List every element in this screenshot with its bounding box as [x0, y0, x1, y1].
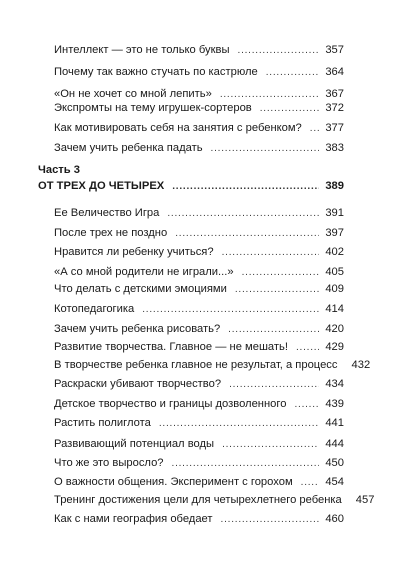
toc-dot-leader: [222, 437, 319, 453]
toc-entry-page: 439: [325, 398, 344, 410]
toc-entry-page: 357: [325, 44, 344, 56]
toc-dot-leader: [172, 456, 320, 472]
toc-entry-page: 367: [325, 88, 344, 100]
toc-entry[interactable]: [54, 140, 344, 156]
toc-entry-page: 450: [325, 457, 344, 469]
toc-entry[interactable]: [54, 474, 344, 490]
toc-dot-leader: [229, 377, 319, 393]
toc-entry-title: В творчестве ребенка главное не результат, а процесс: [54, 359, 338, 371]
toc-entry-page: 383: [325, 142, 344, 154]
toc-dot-leader: [294, 397, 319, 413]
toc-entry[interactable]: [54, 120, 344, 136]
toc-entry-title: Тренинг достижения цели для четырехлетнего ребенка: [54, 494, 342, 506]
toc-entry[interactable]: [54, 42, 344, 58]
toc-entry-title: Нравится ли ребенку учиться?: [54, 246, 214, 258]
toc-entry-page: 444: [325, 438, 344, 450]
toc-dot-leader: [296, 340, 319, 356]
toc-dot-leader: [142, 302, 319, 318]
toc-dot-leader: [266, 65, 320, 81]
toc-entry[interactable]: [54, 415, 344, 431]
toc-part-entry[interactable]: [38, 178, 344, 194]
toc-entry-title: Почему так важно стучать по кастрюле: [54, 66, 258, 78]
toc-entry-page: 460: [325, 513, 344, 525]
toc-entry[interactable]: [54, 357, 371, 373]
toc-entry-title: Развивающий потенциал воды: [54, 438, 215, 450]
toc-entry-title: Что делать с детскими эмоциями: [54, 283, 227, 295]
toc-dot-leader: [242, 265, 320, 281]
part-title: ОТ ТРЕХ ДО ЧЕТЫРЕХ: [38, 180, 165, 192]
toc-entry-title: Растить полиглота: [54, 417, 151, 429]
toc-dot-leader: [211, 141, 320, 157]
toc-entry[interactable]: [54, 64, 344, 80]
toc-entry-title: «А со мной родители не играли...»: [54, 266, 234, 278]
toc-entry[interactable]: [54, 321, 344, 337]
toc-entry[interactable]: [54, 301, 344, 317]
toc-entry[interactable]: [54, 436, 344, 452]
toc-entry[interactable]: [54, 339, 344, 355]
toc-entry-title: Развитие творчества. Главное — не мешать!: [54, 341, 288, 353]
toc-dot-leader: [310, 121, 320, 137]
toc-entry-page: 405: [325, 266, 344, 278]
toc-entry-title: Ее Величество Игра: [54, 207, 160, 219]
toc-entry-page: 414: [325, 303, 344, 315]
toc-entry-title: Котопедагогика: [54, 303, 135, 315]
toc-entry-page: 397: [325, 227, 344, 239]
toc-entry-title: Интеллект — это не только буквы: [54, 44, 230, 56]
toc-entry-page: 457: [355, 494, 375, 506]
toc-dot-leader: [238, 43, 320, 59]
toc-dot-leader: [222, 245, 320, 261]
toc-entry[interactable]: [54, 205, 344, 221]
part-page: 389: [325, 180, 344, 192]
toc-entry-title: Раскраски убивают творчество?: [54, 378, 222, 390]
toc-entry-page: 391: [325, 207, 344, 219]
toc-dot-leader: [175, 226, 319, 242]
toc-entry[interactable]: [54, 376, 344, 392]
toc-entry-page: 432: [351, 359, 371, 371]
toc-dot-leader: [235, 282, 319, 298]
toc-entry[interactable]: [54, 396, 344, 412]
toc-entry-title: Зачем учить ребенка падать: [54, 142, 203, 154]
toc-dot-leader: [159, 416, 319, 432]
toc-dot-leader: [260, 101, 320, 117]
toc-dot-leader: [167, 206, 319, 222]
toc-entry-title: Зачем учить ребенка рисовать?: [54, 323, 221, 335]
toc-entry[interactable]: [54, 511, 344, 527]
toc-entry-page: 441: [325, 417, 344, 429]
toc-entry-page: 364: [325, 66, 344, 78]
toc-entry-page: 420: [325, 323, 344, 335]
toc-entry-title: «Он не хочет со мной лепить»: [54, 88, 212, 100]
toc-entry-page: 434: [325, 378, 344, 390]
toc-dot-leader: [301, 475, 320, 491]
toc-entry-page: 377: [325, 122, 344, 134]
toc-entry[interactable]: [54, 492, 375, 508]
part-label: Часть 3: [38, 164, 80, 176]
toc-entry-title: Экспромты на тему игрушек-сортеров: [54, 102, 252, 114]
toc-dot-leader: [228, 322, 319, 338]
toc-entry-title: О важности общения. Эксперимент с горохом: [54, 476, 293, 488]
toc-entry-page: 429: [325, 341, 344, 353]
toc-dot-leader: [172, 179, 319, 195]
toc-entry[interactable]: [54, 264, 344, 280]
toc-entry-page: 372: [325, 102, 344, 114]
toc-entry-title: Как с нами география обедает: [54, 513, 213, 525]
toc-entry-page: 454: [325, 476, 344, 488]
toc-entry-title: Как мотивировать себя на занятия с ребенком?: [54, 122, 302, 134]
toc-entry-page: 402: [325, 246, 344, 258]
toc-dot-leader: [221, 512, 320, 528]
toc-entry-title: После трех не поздно: [54, 227, 168, 239]
toc-entry-title: Что же это выросло?: [54, 457, 164, 469]
toc-entry-page: 409: [325, 283, 344, 295]
toc-entry[interactable]: [54, 100, 344, 116]
toc-entry[interactable]: [54, 455, 344, 471]
toc-entry[interactable]: [54, 281, 344, 297]
toc-entry[interactable]: [54, 225, 344, 241]
toc-entry-title: Детское творчество и границы дозволенного: [54, 398, 287, 410]
toc-entry[interactable]: [54, 244, 344, 260]
